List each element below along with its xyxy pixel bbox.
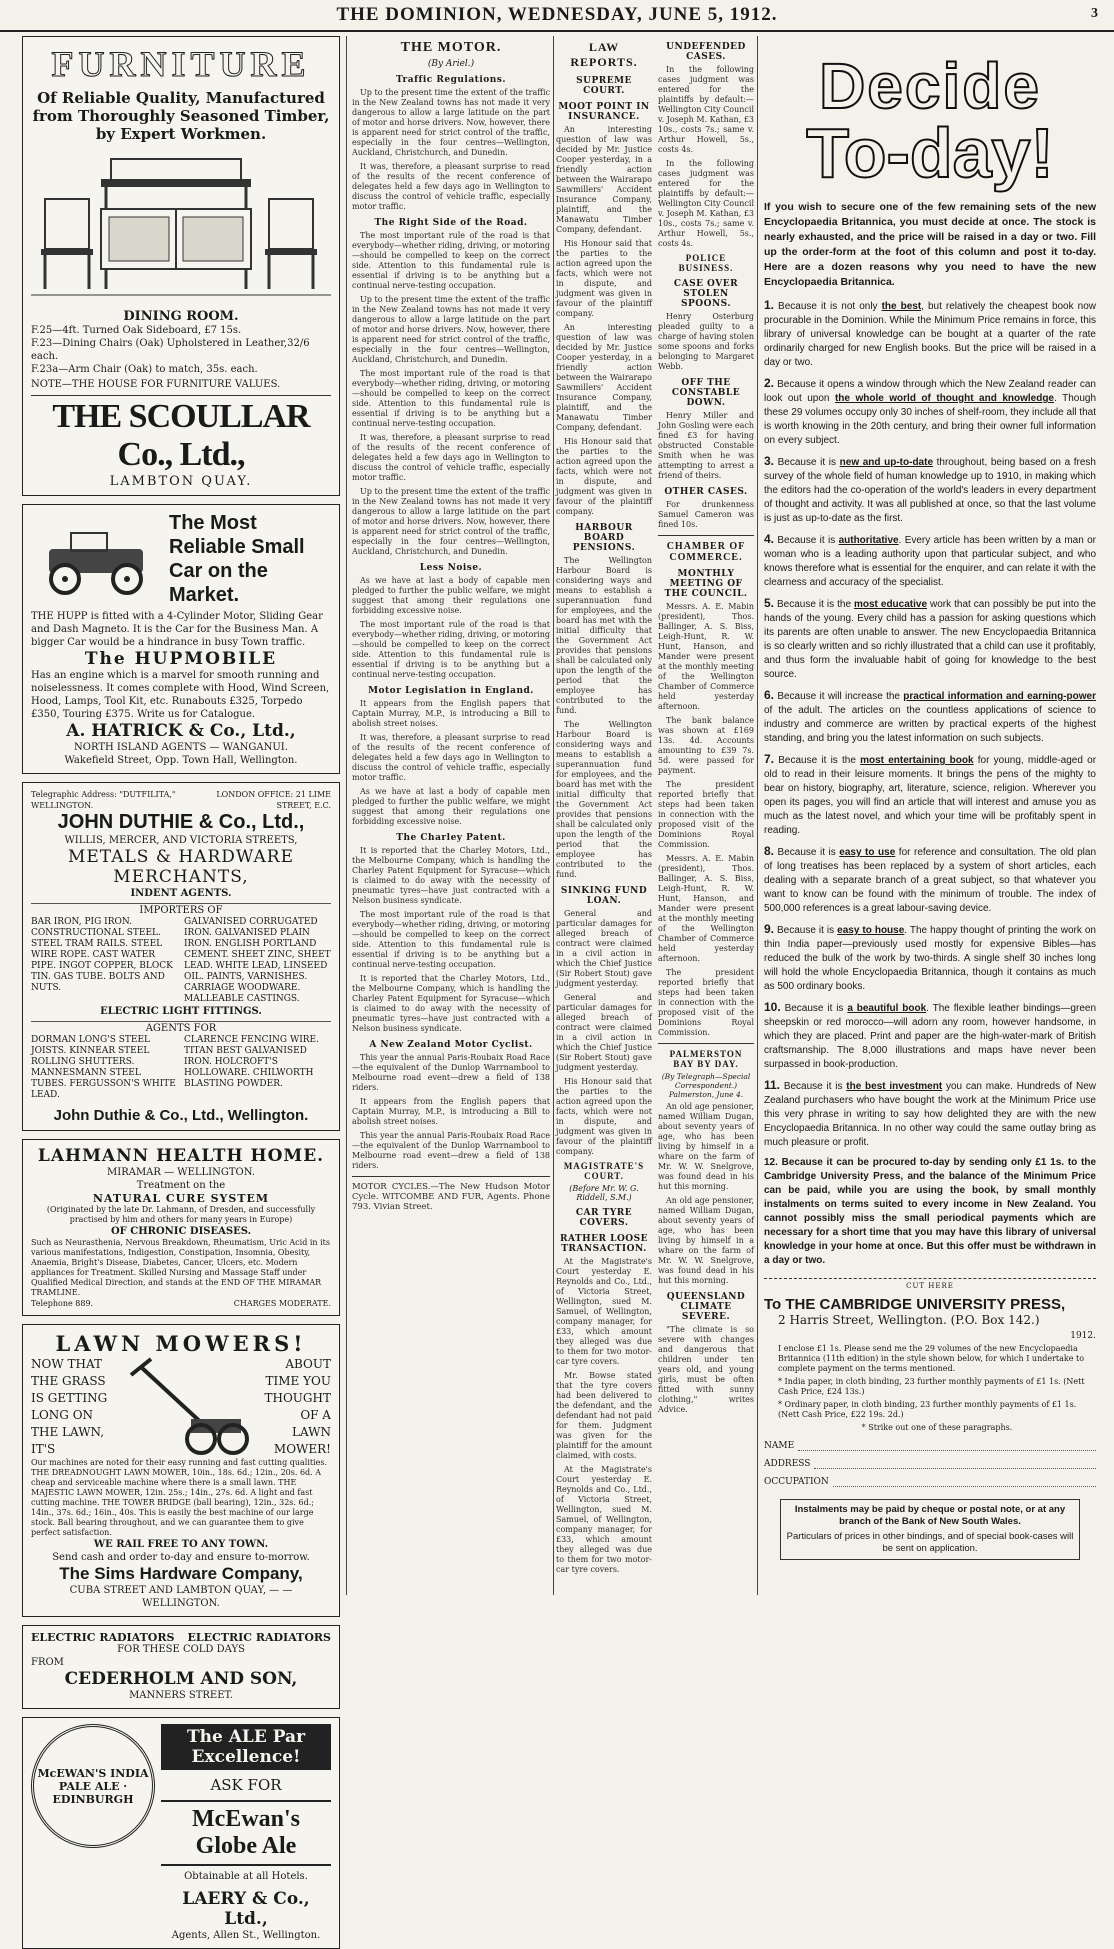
name-field[interactable] [764, 1441, 1096, 1451]
duthie-agents-label: AGENTS FOR [31, 1021, 331, 1035]
reason-number: 11. [764, 1078, 781, 1092]
reason-number: 9. [764, 922, 775, 936]
reason-highlight: easy to use [839, 847, 896, 858]
reason-lead: Because it is [777, 457, 840, 468]
payment-notice [780, 1499, 1080, 1560]
encyclopaedia-intro: If you wish to secure one of the few remaining sets of the new Encyclopaedia Britannica, you must decide at once. The stock is nearly exhausted, and the price will be raised in a day or two. Fill up the order-form at the foot of this column and post it to-day. Here are a dozen reasons why you need to have the new Encyclopaedia Britannica. [764, 201, 1096, 288]
divider [658, 1043, 754, 1044]
sims-address: CUBA STREET AND LAMBTON QUAY, — — WELLINGTON. [69, 1585, 293, 1609]
reason-highlight: most educative [854, 599, 928, 610]
hupmobile-advertisement [22, 504, 340, 774]
duthie-footer: John Duthie & Co., Ltd., Wellington. [53, 1107, 309, 1124]
chamber-paragraph: Messrs. A. E. Mabin (president), Thos. Ballinger, A. S. Biss, Leigh-Hunt, R. W. Hunt, Hanson, and Mander were present at the monthly meeting of the Wellington Chamber of Commerce held yesterday afternoon. [658, 854, 754, 963]
coupon-ordinary-paper: * Ordinary paper, in cloth binding, 23 further monthly payments of £1 1s. (Nett Cash Price, £22 19s. 2d.) [778, 1400, 1077, 1419]
car-model: The HUPMOBILE [84, 649, 278, 669]
reason-item [764, 376, 1096, 448]
coupon-enclose: I enclose £1 1s. Please send me the 29 volumes of the new Encyclopaedia Britannica (11th edition) in the style shown below, for which I undertake to complete payment on the terms mentioned. [778, 1344, 1085, 1373]
reason-highlight: the best investment [846, 1081, 943, 1092]
law-paragraph: His Honour said that the parties to the action agreed upon the facts, which were not in dispute, and judgment was given in favour of the plaintiff company. [556, 239, 652, 318]
divider [658, 535, 754, 536]
reason-item [764, 596, 1096, 682]
address-label: ADDRESS [764, 1459, 811, 1469]
scoullar-block [31, 395, 331, 489]
laery-firm-name: LAERY & Co., Ltd., [182, 1889, 310, 1929]
law-paragraph: In the following cases judgment was entered for the plaintiffs by default:—Wellington City Council v. Joseph M. Kathan, £3 10s., costs 7s.; same v. Arthur Howell, 5s., costs 4s. [658, 65, 754, 154]
reason-rest: of the adult. The articles on the countless applications of science to industry and commerce are written by practical experts of the highest standing, and bring you the latest information on such subjects. [764, 705, 1096, 744]
motor-paragraph: This year the annual Paris-Roubaix Road Race—the equivalent of the Dunlop Warrnambool to Melbourne road event—drew a field of 138 riders. [352, 1131, 550, 1170]
lawn-left-line: IT'S [31, 1442, 56, 1456]
name-label: NAME [764, 1441, 795, 1451]
motor-paragraph: It appears from the English papers that Captain Murray, M.P., is introducing a Bill to abolish street noises. [352, 699, 550, 728]
law-subheading: UNDEFENDED CASES. [666, 42, 746, 62]
motor-paragraph: The most important rule of the road is that everybody—whether riding, driving, or motoring—should be compelled to keep on the correct side. Attention to this fundamental rule is essential if driving is to be anything but a continual nerve-testing occupation. [352, 620, 550, 679]
occupation-line[interactable] [833, 1477, 1096, 1487]
reason-rest: you can make. Hundreds of New Zealand purchasers who have bought the work at the Minimum Price use this very phrase in writing to say how delighted they are with the new Encyclopaedia Britannica. In no other way could the same outlay bring as much pleasure or profit. [764, 1081, 1096, 1148]
radiator-from: FROM [31, 1657, 64, 1668]
lahmann-chronic: OF CHRONIC DISEASES. [110, 1226, 252, 1237]
scoullar-address: LAMBTON QUAY. [109, 474, 253, 489]
cederholm-advertisement [22, 1625, 340, 1709]
queensland-subheading: QUEENSLAND CLIMATE SEVERE. [666, 1292, 746, 1322]
duthie-streets: WILLIS, MERCER, AND VICTORIA STREETS, [64, 835, 298, 846]
motor-paragraph: As we have at last a body of capable men pledged to further the public welfare, we might suggest that among their regulations one forbidding excessive noise. [352, 576, 550, 615]
reason-item [764, 532, 1096, 590]
lahmann-charges: CHARGES MODERATE. [233, 1299, 331, 1308]
car-details: Has an engine which is a marvel for smooth running and noiselessness. It comes complete with Hood, Wind Screen, Hood, Lamps, Tool Kit, etc. Runabouts £325, Torpedo £350, Touring £375. Write us for Catalogue. [31, 670, 330, 720]
scoullar-firm-name: THE SCOULLAR Co., Ltd., [52, 398, 310, 473]
lawn-right-line: ABOUT [285, 1357, 331, 1371]
coupon-strike-note: * Strike out one of these paragraphs. [861, 1423, 1013, 1432]
lawn-right-line: LAWN [292, 1425, 331, 1439]
motor-subheading: The Right Side of the Road. [374, 218, 528, 228]
decide-headline: Decide [819, 50, 1041, 122]
law-paragraph: An interesting question of law was decided by Mr. Justice Cooper yesterday, in a friendly action between the Wairarapo Sawmillers' Accident Insurance Company, plaintiff, and the Manawatu Timber Company, defendant. [556, 125, 652, 234]
reason-rest: for reference and consultation. The old plan of long treatises has been replaced by a system of short articles, each dealing with a separate branch of a great subject, so that whatever you want to know can be found with the minimum of trouble. The index of 500,000 references is a great labour-saving device. [764, 847, 1097, 914]
duthie-agents-left: DORMAN LONG'S STEEL JOISTS. KINNEAR STEEL ROLLING SHUTTERS. MANNESMANN STEEL TUBES. FERGUSSON'S WHITE LEAD. [31, 1035, 176, 1100]
masthead [0, 0, 1114, 32]
advertisement-column [22, 36, 340, 1941]
radiator-label-right: ELECTRIC RADIATORS [187, 1631, 331, 1644]
motor-paragraph: The most important rule of the road is that everybody—whether riding, driving, or motoring—should be compelled to keep on the correct side. Attention to this fundamental rule is essential if driving is to be anything but a continual nerve-testing occupation. [352, 910, 550, 969]
furniture-heading: FURNITURE [51, 44, 311, 84]
duthie-importers-left: BAR IRON, PIG IRON. CONSTRUCTIONAL STEEL. STEEL TRAM RAILS. STEEL WIRE ROPE. CAST WATER PIPE. INGOT COPPER, BLOCK TIN. GAS TUBE. BOLTS AND NUTS. [31, 917, 173, 993]
law-paragraph: General and particular damages for alleged breach of contract were claimed in a civil action in which the Chief Justice (Sir Robert Stout) gave judgment yesterday. [556, 993, 652, 1072]
reason-highlight: a beautiful book [847, 1003, 927, 1014]
duthie-advertisement [22, 782, 340, 1131]
reason-highlight: the best [881, 301, 922, 312]
notice-particulars: Particulars of prices in other bindings, and of special book-cases will be sent on application. [786, 1531, 1074, 1554]
law-subheading: OFF THE CONSTABLE DOWN. [671, 378, 741, 408]
lahmann-advertisement [22, 1139, 340, 1316]
motor-paragraph: It was, therefore, a pleasant surprise to read of the results of the recent conference of delegates held a few days ago in Wellington to discuss the control of vehicle traffic, especially motor traffic. [352, 433, 550, 482]
lawn-heading: LAWN MOWERS! [55, 1331, 307, 1356]
seal-text: McEWAN'S INDIA PALE ALE · EDINBURGH [37, 1766, 149, 1806]
motor-paragraph: It was, therefore, a pleasant surprise to read of the results of the recent conference of delegates held a few days ago in Wellington to discuss the control of vehicle traffic, especially motor traffic. [352, 733, 550, 782]
reason-highlight: the whole world of thought and knowledge [834, 393, 1054, 404]
reason-rest: , but relatively the cheapest book now procurable in the Dominion. While the Minimum Price remains in force, this library of universal knowledge can be bought at a quarter of the rate ordinarily charged for new English books. But the price will be raised in a day or two. [764, 301, 1096, 368]
law-paragraph: At the Magistrate's Court yesterday E. Reynolds and Co., Ltd., of Victoria Street, Wellington, sued M. Samuel, of Wellington, company manager, for £33, which amount they alleged was due to them for two motor-car tyre covers. [556, 1465, 652, 1574]
duthie-fittings: ELECTRIC LIGHT FITTINGS. [100, 1006, 262, 1017]
reason-number: 6. [764, 688, 775, 702]
law-paragraph: General and particular damages for alleged breach of contract were claimed in a civil action in which the Chief Justice (Sir Robert Stout) gave judgment yesterday. [556, 909, 652, 988]
law-paragraph: An interesting question of law was decided by Mr. Justice Cooper yesterday, in a friendly action between the Wairarapo Sawmillers' Accident Insurance Company, plaintiff, and the Manawatu Timber Company, defendant. [556, 323, 652, 432]
motor-paragraph: The most important rule of the road is that everybody—whether riding, driving, or motoring—should be compelled to keep on the correct side. Attention to this fundamental rule is essential if driving is to be anything but a continual nerve-testing occupation. [352, 369, 550, 428]
chamber-of-commerce-heading: CHAMBER OF COMMERCE. [666, 541, 746, 563]
lawn-right-line: TIME YOU [265, 1374, 331, 1388]
queensland-paragraph: "The climate is so severe with changes and dangerous that children under ten years old, and young girls, must be often fitted with sunny clothing," writes Advice. [658, 1325, 754, 1414]
reason-number: 7. [764, 752, 775, 766]
reason-rest: for young, middle-aged or old to read in their leisure moments. It brings the pens of the mighty to bear on history, biography, art, literature, science, religion. Wherever you open its pages, you will find an article that will interest and amuse you as much as the latest novel, and which your time will be profitably spent in reading. [764, 755, 1097, 836]
law-subheading: HARBOUR BOARD PENSIONS. [572, 523, 636, 553]
police-business-heading: POLICE BUSINESS. [678, 253, 734, 273]
furniture-item: F.23a—Arm Chair (Oak) to match, 35s. each. [31, 364, 258, 375]
lawn-right-line: THOUGHT [264, 1391, 331, 1405]
reason-item [764, 688, 1096, 746]
reason-lead: Because it is [783, 1081, 847, 1092]
reason-lead: Because it is [784, 1003, 848, 1014]
reason-12: 12. Because it can be procured to-day by sending only £1 1s. to the Cambridge University Press, and the balance of the Minimum Price can be paid, while you are using the book, by small monthly instalments on terms suited to every income in New Zealand. You cannot possibly miss the small periodical payments which are necessary for a short time that you may have this library of universal knowledge in your home at once. But this offer must be withdrawn in a day or two. [764, 1157, 1096, 1266]
ale-brand-name: McEwan's Globe Ale [161, 1800, 331, 1866]
order-form-coupon[interactable] [764, 1278, 1096, 1487]
law-subheading: MOOT POINT IN INSURANCE. [558, 102, 650, 122]
reason-rest: work that can possibly be put into the hands of the young. Every child has a passion for asking questions which its parents are often unable to answer. The new Encyclopaedia Britannica is so clearly written and so richly illustrated that a child can use it profitably, and thus form the invaluable habit of going for knowledge to the best source. [764, 599, 1096, 680]
lahmann-system: NATURAL CURE SYSTEM [92, 1192, 270, 1205]
furniture-room: DINING ROOM. [123, 309, 239, 324]
reason-lead: Because it is [777, 535, 839, 546]
motor-paragraph: It is reported that the Charley Motors, Ltd., the Melbourne Company, which is handling the Charley Patent Equipment for Syracuse—which is claimed to do away with the necessity of pneumatic tyres—have just contracted with a Nelson business syndicate. [352, 974, 550, 1033]
reason-item [764, 298, 1096, 370]
motor-paragraph: This year the annual Paris-Roubaix Road Race—the equivalent of the Dunlop Warrnambool to Melbourne road event—drew a field of 138 riders. [352, 1053, 550, 1092]
reason-lead: Because it is not only [778, 301, 882, 312]
car-description: THE HUPP is fitted with a 4-Cylinder Motor, Sliding Gear and Dash Magneto. It is the Car for the Business Man. A bigger Car would be a hindrance in busy Town traffic. [31, 611, 323, 648]
motor-paragraph: As we have at last a body of capable men pledged to further the public welfare, we might suggest that among their regulations one forbidding excessive noise. [352, 787, 550, 826]
reason-lead: Because it is the [777, 599, 854, 610]
reason-lead: Because it is the [778, 755, 861, 766]
reason-highlight: new and up-to-date [839, 457, 934, 468]
motor-byline: (By Ariel.) [427, 59, 475, 69]
duthie-business: METALS & HARDWARE MERCHANTS, [67, 847, 295, 887]
chamber-paragraph: Messrs. A. E. Mabin (president), Thos. Ballinger, A. S. Biss, Leigh-Hunt, R. W. Hunt, Hanson, and Mander were present at the monthly meeting of the Wellington Chamber of Commerce held yesterday afternoon. [658, 602, 754, 711]
motor-subheading: Motor Legislation in England. [368, 686, 534, 696]
motor-paragraph: It is reported that the Charley Motors, Ltd., the Melbourne Company, which is handling the Charley Patent Equipment for Syracuse—which is claimed to do away with the necessity of pneumatic tyres—have just contracted with a Nelson business syndicate. [352, 846, 550, 905]
lahmann-treatment: Treatment on the [136, 1180, 226, 1191]
furniture-item: F.23—Dining Chairs (Oak) Upholstered in Leather,32/6 each. [31, 338, 310, 362]
furniture-advertisement [22, 36, 340, 496]
law-subheading: CAR TYRE COVERS. [575, 1208, 633, 1228]
lahmann-name: LAHMANN HEALTH HOME. [37, 1146, 325, 1166]
reason-number: 1. [764, 298, 775, 312]
law-paragraph: In the following cases judgment was entered for the plaintiffs by default:—Wellington City Council v. Joseph M. Kathan, £3 10s., costs 7s.; same v. Arthur Howell, 5s., costs 4s. [658, 159, 754, 248]
duthie-indent: INDENT AGENTS. [130, 888, 232, 899]
lawn-body: Our machines are noted for their easy running and fast cutting qualities. THE DREADNOUGHT LAWN MOWER, 10in., 18s. 6d.; 12in., 20s. 6d. A cheap and serviceable machine where there is a small lawn. THE MAJESTIC LAWN MOWER, 12in. 25s.; 14in., 27s. 6d. A light and fast cutting machine. THE TOWER BRIDGE (ball bearing), 12in., 32s. 6d.; 14in., 37s. 6d.; 16in., 40s. This is easily the best machine of our large stock. Ball bearing throughout, and we can guarantee them to give perfect satisfaction. [31, 1458, 328, 1537]
today-headline: To-day! [806, 114, 1054, 192]
chamber-paragraph: The president reported briefly that steps had been taken in connection with the proposed visit of the Dominions Royal Commission. [658, 780, 754, 849]
name-line[interactable] [798, 1441, 1096, 1451]
laery-agents: Agents, Allen St., Wellington. [171, 1930, 321, 1941]
mcewan-seal-logo [31, 1724, 155, 1848]
lawn-left-line: LONG ON [31, 1408, 94, 1422]
reason-item [764, 454, 1096, 526]
motor-cycles-ad: MOTOR CYCLES.—The New Hudson Motor Cycle. WITCOMBE AND FUR, Agents. Phone 793. Vivian Street. [352, 1182, 550, 1212]
lahmann-location: MIRAMAR — WELLINGTON. [107, 1167, 255, 1178]
ale-ask-for: ASK FOR [210, 1776, 282, 1794]
notice-instalments: Instalments may be paid by cheque or postal note, or at any branch of the Bank of New South Wales. [794, 1504, 1066, 1527]
magistrate-byline: (Before Mr. W. G. Riddell, S.M.) [569, 1184, 639, 1202]
law-paragraph: The Wellington Harbour Board is considering ways and means to establish a superannuation fund for employees, and the board has met with the initial difficulty that the Government Act provides that pensions shall be calculated only upon the length of the period that the employee has contributed to the fund. [556, 720, 652, 879]
lawn-left-line: THE LAWN, [31, 1425, 105, 1439]
palmerston-paragraph: An old age pensioner, named William Dugan, about seventy years of age, who has been living by himself in a whare on the farm of Mr. W. W. Snelgrove, was found dead in his hut this morning. [658, 1196, 754, 1285]
reason-lead: Because it opens a window through which the New Zealand reader can look out upon [764, 379, 1096, 404]
reason-highlight: practical information and earning-power [903, 691, 1096, 702]
law-subheading: SINKING FUND LOAN. [560, 886, 648, 906]
divider [352, 1176, 550, 1177]
motor-car-illustration [31, 519, 161, 599]
law-reports-heading: LAW REPORTS. [570, 40, 638, 69]
motor-subheading: Less Noise. [419, 563, 483, 573]
reason-number: 4. [764, 532, 775, 546]
supreme-court-heading: SUPREME COURT. [576, 76, 632, 96]
motor-paragraph: The most important rule of the road is that everybody—whether riding, driving, or motoring—should be compelled to keep on the correct side. Attention to this fundamental rule is essential if driving is to be anything but a continual nerve-testing occupation. [352, 231, 550, 290]
motor-paragraph: Up to the present time the extent of the traffic in the New Zealand towns has not made it very dangerous to allow a large latitude on the part of motor and horse drivers. Now, however, there is apparent need for strict control of the traffic, especially in the four centres—Wellington, Auckland, Christchurch, and Dunedin. [352, 88, 550, 157]
reason-number: 8. [764, 844, 775, 858]
newspaper-title: THE DOMINION, WEDNESDAY, JUNE 5, 1912. [336, 4, 778, 25]
coupon-recipient: To THE CAMBRIDGE UNIVERSITY PRESS, [764, 1296, 1066, 1313]
reason-item [764, 1078, 1096, 1150]
motor-paragraph: It appears from the English papers that Captain Murray, M.P., is introducing a Bill to abolish street noises. [352, 1097, 550, 1126]
motor-paragraph: It was, therefore, a pleasant surprise to read of the results of the recent conference of delegates held a few days ago in Wellington to discuss the control of vehicle traffic, especially motor traffic. [352, 162, 550, 211]
radiator-label-left: ELECTRIC RADIATORS [31, 1631, 175, 1644]
law-paragraph: The Wellington Harbour Board is considering ways and means to establish a superannuation fund for employees, and the board has met with the initial difficulty that the Government Act provides that pensions shall be calculated only upon the length of the period that the employee has contributed to the fund. [556, 556, 652, 715]
lawn-send: Send cash and order to-day and ensure to-morrow. [52, 1552, 310, 1563]
motor-heading: THE MOTOR. [400, 40, 502, 55]
lawn-right-line: MOWER! [273, 1442, 331, 1456]
palmerston-paragraph: An old age pensioner, named William Dugan, about seventy years of age, who has been living by himself in a whare on the farm of Mr. W. W. Snelgrove, was found dead in his hut this morning. [658, 1102, 754, 1191]
reason-item [764, 752, 1096, 838]
reason-highlight: easy to house [837, 925, 905, 936]
hatrick-firm-name: A. HATRICK & Co., Ltd., [66, 721, 296, 741]
law-subheading: RATHER LOOSE TRANSACTION. [559, 1234, 648, 1254]
reason-rest: . The flexible leather bindings—green sheepskin or red morocco—will adorn any room, however handsome, in which they are placed. Print and paper are the high-water-mark of British craftsmanship. The 8,000 illustrations and maps have never been surpassed in book-production. [764, 1003, 1097, 1070]
motor-column [352, 36, 550, 1599]
reason-highlight: most entertaining book [860, 755, 974, 766]
page-number: 3 [1091, 6, 1098, 21]
reason-number: 10. [764, 1000, 781, 1014]
ale-obtainable: Obtainable at all Hotels. [184, 1871, 308, 1882]
duthie-importers-label: IMPORTERS OF [31, 903, 331, 917]
ale-par-excellence: The ALE Par Excellence! [161, 1724, 331, 1770]
lawn-left-line: NOW THAT [31, 1357, 102, 1371]
motor-subheading: The Charley Patent. [396, 833, 506, 843]
reason-number: 5. [764, 596, 775, 610]
cut-here-label: CUT HERE [906, 1282, 954, 1290]
law-paragraph: His Honour said that the parties to the action agreed upon the facts, which were not in dispute, and judgment was given in favour of the plaintiff company. [556, 437, 652, 516]
reason-lead: Because it is [777, 847, 840, 858]
lahmann-telephone: Telephone 889. [31, 1299, 94, 1308]
lawn-mower-advertisement [22, 1324, 340, 1617]
law-paragraph: For drunkenness Samuel Cameron was fined 10s. [658, 500, 754, 529]
law-paragraph: Henry Osterburg pleaded guilty to a charge of having stolen some spoons and forks belonging to Margaret Webb. [658, 312, 754, 371]
column-divider [346, 36, 347, 1595]
furniture-note: NOTE—THE HOUSE FOR FURNITURE VALUES. [31, 379, 281, 390]
lawn-left-line: IS GETTING [31, 1391, 108, 1405]
law-subheading: CASE OVER STOLEN SPOONS. [673, 279, 739, 309]
motor-paragraph: Up to the present time the extent of the traffic in the New Zealand towns has not made it very dangerous to allow a large latitude on the part of motor and horse drivers. Now, however, there is apparent need for strict control of the traffic, especially in the four centres—Wellington, Auckland, Christchurch, and Dunedin. [352, 295, 550, 364]
address-line[interactable] [814, 1459, 1096, 1469]
sims-firm-name: The Sims Hardware Company, [59, 1564, 303, 1583]
lawn-free-rail: WE RAIL FREE TO ANY TOWN. [93, 1539, 269, 1550]
duthie-telegraphic: Telegraphic Address: "DUTFILITA," WELLINGTON. [31, 790, 176, 810]
magistrates-court-heading: MAGISTRATE'S COURT. [563, 1161, 645, 1181]
lawn-left-line: THE GRASS [31, 1374, 106, 1388]
reason-item [764, 844, 1096, 916]
law-paragraph: His Honour said that the parties to the action agreed upon the facts, which were not in dispute, and judgment was given in favour of the plaintiff company. [556, 1077, 652, 1156]
car-headline: The Most Reliable Small Car on the Market. [169, 512, 305, 606]
coupon-address: 2 Harris Street, Wellington. (P.O. Box 142.) [778, 1313, 1040, 1327]
reason-highlight: authoritative [838, 535, 899, 546]
hatrick-branch: Wakefield Street, Opp. Town Hall, Wellington. [64, 755, 298, 766]
reason-item [764, 1000, 1096, 1072]
occupation-field[interactable] [764, 1477, 1096, 1487]
lahmann-origin: (Originated by the late Dr. Lahmann, of Dresden, and successfully practised by him and others for many years in Europe) [46, 1205, 316, 1224]
mcewan-ale-advertisement [22, 1717, 340, 1949]
law-subheading: OTHER CASES. [664, 487, 748, 497]
motor-subheading: A New Zealand Motor Cyclist. [369, 1040, 533, 1050]
reason-item [764, 922, 1096, 994]
encyclopaedia-advertisement [760, 36, 1100, 1599]
reason-rest: . Though these 29 volumes occupy only 30 inches of shelf-room, they include all that is worth knowing in the 20th century, and bring their owner full information on every subject. [764, 393, 1097, 446]
address-field[interactable] [764, 1459, 1096, 1469]
duthie-firm-name: JOHN DUTHIE & Co., Ltd., [57, 811, 305, 833]
reason-rest: . The happy thought of printing the work on thin India paper—previously used mostly for expensive Bibles—has reduced the bulk of the work by two-thirds. A single shelf 30 inches long will hold the whole Encyclopaedia Britannica, though it contains as much as 500 ordinary books. [764, 925, 1096, 992]
lawn-mower-illustration [121, 1357, 251, 1457]
cederholm-name: CEDERHOLM AND SON, [64, 1669, 298, 1689]
palmerston-heading: PALMERSTON BAY BY DAY. [669, 1049, 743, 1069]
duthie-agents-right: CLARENCE FENCING WIRE. TITAN BEST GALVANISED IRON. HOLCROFT'S HOLLOWARE. CHILWORTH BLASTING POWDER. [184, 1035, 319, 1089]
reason-rest: throughout, being based on a fresh survey of the whole field of human knowledge up to 1910, in making which the editors had the co-operation of the world's leaders in every department of thought and activity. It was all published at once, so that the last volume is just as up-to-date as the first. [764, 457, 1096, 524]
reason-number: 2. [764, 376, 775, 390]
occupation-label: OCCUPATION [764, 1477, 829, 1487]
law-paragraph: At the Magistrate's Court yesterday E. Reynolds and Co., Ltd., of Victoria Street, Wellington, sued M. Samuel, of Wellington, company manager, for £33, which amount they alleged was due to them for two motor-car tyre covers. [556, 1257, 652, 1366]
dining-room-furniture-illustration [31, 149, 331, 299]
law-paragraph: Mr. Bowse stated that the tyre covers had been delivered to the defendant, and the defendant had not paid for them. Judgment was given for the plaintiff for the amount claimed, with costs. [556, 1371, 652, 1460]
furniture-item: F.25—4ft. Turned Oak Sideboard, £7 15s. [31, 325, 242, 336]
law-reports-column [556, 36, 754, 1599]
law-paragraph: Henry Miller and John Gosling were each fined £3 for having obstructed Constable Smith when he was attempting to arrest a friend of theirs. [658, 411, 754, 480]
hatrick-agents: NORTH ISLAND AGENTS — WANGANUI. [74, 742, 288, 753]
reason-rest: . Every article has been written by a man or woman who is a leading authority upon that particular subject, and who knows therefore what is essential for the enquirer, and can relate it with the clearness and accuracy of the specialist. [764, 535, 1097, 588]
chamber-paragraph: The president reported briefly that steps had been taken in connection with the proposed visit of the Dominions Royal Commission. [658, 968, 754, 1037]
lawn-right-line: OF A [300, 1408, 331, 1422]
chamber-paragraph: The bank balance was shown at £169 13s. 4d. Accounts amounting to £39 7s. 5d. were passed for payment. [658, 716, 754, 775]
duthie-importers-right: GALVANISED CORRUGATED IRON. GALVANISED PLAIN IRON. ENGLISH PORTLAND CEMENT. SHEET ZINC, SHEET LEAD. WHITE LEAD, LINSEED OIL. PAINTS, VARNISHES. CARRIAGE WOODWARE. MALLEABLE CASTINGS. [184, 917, 331, 1004]
coupon-india-paper: * India paper, in cloth binding, 23 further monthly payments of £1 1s. (Nett Cash Price, £24 13s.) [778, 1377, 1085, 1396]
lahmann-body: Such as Neurasthenia, Nervous Breakdown, Rheumatism, Uric Acid in its various manifestations, Indigestion, Constipation, Insomnia, Obesity, Anaemia, Bright's Disease, Diabetes, Cancer, Ulcers, etc. Modern appliances for Treatment. Skilled Nursing and Massage Staff under Qualified Medical Direction, and stands at the END OF THE MIRAMAR TRAMLINE. [31, 1238, 330, 1297]
column-divider [553, 36, 554, 1595]
motor-paragraph: Up to the present time the extent of the traffic in the New Zealand towns has not made it very dangerous to allow a large latitude on the part of motor and horse drivers. Now, however, there is apparent need for strict control of the traffic, especially in the four centres—Wellington, Auckland, Christchurch, and Dunedin. [352, 487, 550, 556]
palmerston-byline: (By Telegraph—Special Correspondent.) Palmerston, June 4. [661, 1072, 751, 1099]
reasons-list [760, 298, 1100, 1150]
coupon-year: 1912. [1070, 1331, 1096, 1341]
column-divider [757, 36, 758, 1595]
furniture-tagline: Of Reliable Quality, Manufactured from Thoroughly Seasoned Timber, by Expert Workmen. [32, 89, 330, 143]
cederholm-street: MANNERS STREET. [129, 1690, 233, 1701]
radiator-line: FOR THESE COLD DAYS [117, 1644, 245, 1655]
reason-lead: Because it will increase the [777, 691, 904, 702]
chamber-subheading: MONTHLY MEETING OF THE COUNCIL. [664, 569, 748, 599]
motor-subheading: Traffic Regulations. [395, 75, 506, 85]
reason-lead: Because it is [777, 925, 838, 936]
duthie-london-office: LONDON OFFICE: 21 LIME STREET, E.C. [216, 790, 331, 810]
reason-number: 3. [764, 454, 775, 468]
